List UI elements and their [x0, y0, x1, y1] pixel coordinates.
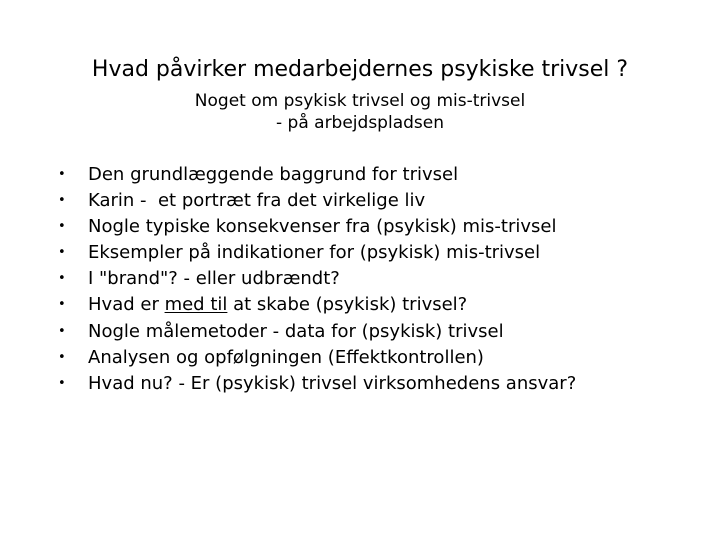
list-item — [58, 371, 576, 397]
list-item-text: Karin - et portræt fra det virkelige liv — [88, 190, 426, 212]
underlined-text: med til — [164, 294, 228, 316]
page-title: Hvad påvirker medarbejdernes psykiske trivsel ? — [91, 57, 629, 82]
subtitle-line-2: - på arbejdspladsen — [276, 113, 444, 133]
list-item-text-before: Hvad er — [88, 294, 165, 316]
bullet-icon: • — [58, 167, 66, 182]
list-item-text: Analysen og opfølgningen (Effektkontrollen) — [88, 346, 484, 368]
list-item-text-after: at skabe (psykisk) trivsel? — [227, 294, 468, 316]
list-item-text: Eksempler på indikationer for (psykisk) mis-trivsel — [88, 242, 541, 264]
list-item — [58, 266, 576, 292]
bullet-icon: • — [58, 323, 66, 339]
bullet-icon: • — [58, 245, 66, 261]
list-item — [58, 214, 576, 240]
list-item — [58, 162, 576, 188]
list-item-text: Nogle målemetoder - data for (psykisk) trivsel — [88, 320, 504, 342]
bullet-icon: • — [58, 375, 66, 391]
bullet-icon: • — [58, 193, 66, 209]
list-item — [58, 188, 576, 214]
bullet-icon: • — [58, 219, 66, 235]
list-item-text: I "brand"? - eller udbrændt? — [88, 268, 340, 290]
subtitle — [0, 90, 720, 134]
bullet-icon: • — [58, 271, 66, 287]
list-item — [58, 345, 576, 371]
list-item-text: Nogle typiske konsekvenser fra (psykisk) mis-trivsel — [88, 216, 557, 238]
list-item — [58, 319, 576, 345]
list-item — [58, 292, 576, 318]
subtitle-line-1: Noget om psykisk trivsel og mis-trivsel — [194, 91, 526, 111]
list-item-text: Den grundlæggende baggrund for trivsel — [88, 164, 459, 185]
bullet-list — [58, 162, 576, 397]
list-item — [58, 240, 576, 266]
list-item-text: Hvad nu? - Er (psykisk) trivsel virksomhedens ansvar? — [88, 372, 577, 394]
bullet-icon: • — [58, 297, 66, 313]
bullet-icon: • — [58, 349, 66, 365]
